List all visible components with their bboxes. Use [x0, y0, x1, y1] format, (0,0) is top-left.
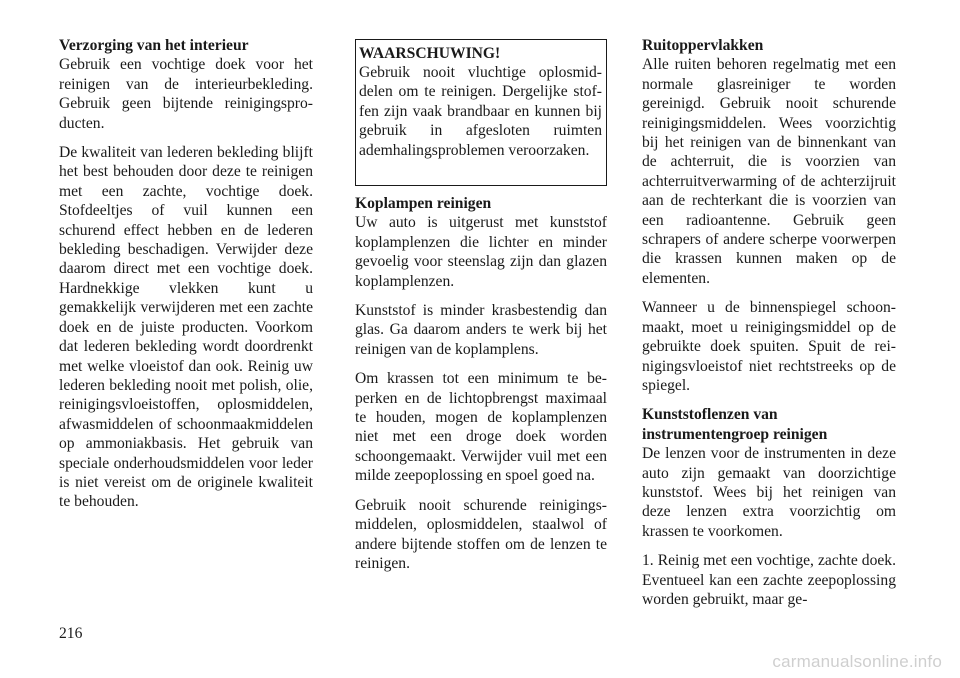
paragraph: De kwaliteit van lederen bekleding blijft het best behouden door deze te reinigen met een zachte, vochtige doek. Stofdeeltjes of vuil kunnen een schurend effect hebben en de lederen bekleding beschadigen. Verwijder deze daarom direct met een vochtige doek. Hardnekkige vlekken kunt u gemakkelijk verwijderen met een zachte doek en de juiste producten. Voorkom dat lederen bekleding wordt doordrenkt met welke vloeistof dan ook. Reinig uw lederen bekleding nooit met polish, olie, reinigingsvloeistoffen, oplosmiddelen, afwasmiddelen of schoonmaakmiddelen op ammoniakbasis. Het gebruik van speciale onderhoudsmiddelen voor leder is niet vereist om de originele kwaliteit te behouden. [59, 144, 313, 511]
paragraph: Alle ruiten behoren regelmatig met een normale glasreiniger te worden gereinigd. Gebruik nooit schurende reinigingsmiddelen. Wees voorzichtig bij het reinigen van de binnenkant van de achterruit, die is voorzien van achterruitverwarming of de achterzijruit aan de rechterkant die is voorzien van een radioantenne. Gebruik geen schrapers of andere scherpe voorwerpen die krassen kunnen maken op de elementen. [642, 56, 896, 287]
watermark: carmanualsonline.info [772, 652, 942, 671]
paragraph: Wanneer u de binnenspiegel schoonmaakt, moet u reinigingsmiddel op de gebruikte doek spuiten. Spuit de reinigingsvloeistof niet rechtstreeks op de spiegel. [642, 299, 896, 394]
page-number: 216 [59, 625, 83, 642]
section-heading-headlamps: Koplampen reinigen [355, 195, 492, 212]
section-heading-windows: Ruitoppervlakken [642, 37, 764, 54]
warning-box [355, 39, 607, 186]
paragraph: Kunststof is minder krasbestendig dan glas. Ga daarom anders te werk bij het reinigen van de koplamplens. [355, 302, 607, 358]
paragraph: Om krassen tot een minimum te beperken en de lichtopbrengst maximaal te houden, mogen de koplamplenzen niet met een droge doek worden schoongemaakt. Verwijder vuil met een milde zeepoplossing en spoel goed na. [355, 370, 607, 485]
section-heading-interior-care: Verzorging van het interieur [59, 37, 249, 54]
column-middle [355, 36, 607, 583]
warning-text: Gebruik nooit vluchtige oplosmiddelen om te reinigen. Dergelijke stoffen zijn vaak brandbaar en kunnen bij gebruik in afgesloten ruimten ademhalingsproblemen veroorzaken. [359, 64, 602, 159]
paragraph: Gebruik nooit schurende reinigingsmiddelen, oplosmiddelen, staalwol of andere bijtende stoffen om de lenzen te reinigen. [355, 496, 607, 572]
paragraph: De lenzen voor de instrumenten in deze auto zijn gemaakt van doorzichtige kunststof. Wees bij het reinigen van deze lenzen extra voorzichtig om krassen te voorkomen. [642, 445, 896, 540]
paragraph: Uw auto is uitgerust met kunststof koplamplenzen die lichter en minder gevoelig voor steenslag zijn dan glazen koplamplenzen. [355, 214, 607, 290]
paragraph: 1. Reinig met een vochtige, zachte doek. Eventueel kan een zachte zeepoplossing worden gebruikt, maar ge- [642, 552, 896, 608]
section-heading-instrument-lenses: Kunststoflenzen van instrumentengroep reinigen [642, 406, 828, 443]
warning-title: WAARSCHUWING! [359, 45, 501, 62]
column-left [59, 36, 313, 522]
paragraph: Gebruik een vochtige doek voor het reinigen van de interieurbekleding. Gebruik geen bijtende reinigingsproducten. [59, 56, 313, 132]
column-right [642, 36, 896, 619]
